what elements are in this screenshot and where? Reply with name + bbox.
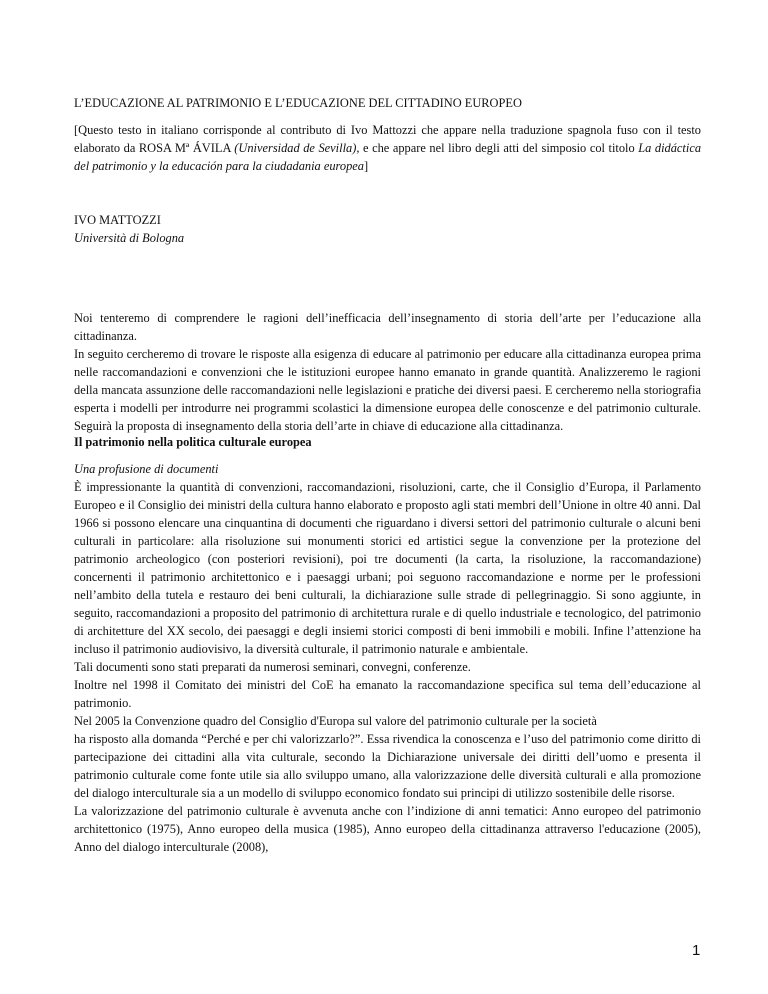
intro-book-title: La didáctica del patrimonio y la educación para la ciudadania europea xyxy=(74,141,702,173)
intro-text-e: ] xyxy=(364,159,369,173)
intro-text-b: (Universidad de Sevilla), xyxy=(234,141,360,155)
document-title: L’EDUCAZIONE AL PATRIMONIO E L’EDUCAZIONE DEL CITTADINO EUROPEO xyxy=(74,96,522,110)
paragraph: Noi tenteremo di comprendere le ragioni dell’inefficacia dell’insegnamento di storia dell’arte per l’educazione alla cittadinanza. xyxy=(74,311,701,343)
body-section-2 xyxy=(74,460,701,856)
author-name: IVO MATTOZZI xyxy=(74,213,161,227)
paragraph: La valorizzazione del patrimonio culturale è avvenuta anche con l’indizione di anni tematici: Anno europeo del patrimonio architettonico (1975), Anno europeo della musica (1985), Anno europeo della cittadinanza attraverso l'educazione (2005), Anno del dialogo interculturale (2008), xyxy=(74,804,701,854)
intro-text-a: [Questo testo in italiano corrisponde al contributo di Ivo Mattozzi che appare nella traduzione spagnola fuso con il testo elaborato da ROSA Mª ÁVILA xyxy=(74,123,701,155)
section-heading: Il patrimonio nella politica culturale europea xyxy=(74,435,312,449)
paragraph: È impressionante la quantità di convenzioni, raccomandazioni, risoluzioni, carte, che il Consiglio d’Europa, il Parlamento Europeo e il Consiglio dei ministri della cultura hanno elaborato e proposto agli stati membri dell’Unione in oltre 40 anni. Dal 1966 si possono elencare una cinquantina di documenti che riguardano i diversi settori del patrimonio culturale o alcuni beni culturali in particolare: alla risoluzione sui monumenti storici ed artistici segue la convenzione per la protezione del patrimonio archeologico (con posteriori revisioni), poi tre documenti (la carta, la risoluzione, la raccomandazione) concernenti il patrimonio architettonico e i paesaggi urbani; poi seguono raccomandazione e norme per le professioni nell’ambito della tutela e restauro dei beni culturali, la dichiarazione sulle strade di pellegrinaggio. Si sono aggiunte, in seguito, raccomandazioni a proposito del patrimonio di architettura rurale e di quello industriale e tecnologico, del patrimonio di architetture del XX secolo, dei paesaggi e degli insiemi storici composti di beni immobili e mobili. Infine l’attenzione ha incluso il patrimonio audiovisivo, la diversità culturale, il patrimonio naturale e ambientale. xyxy=(74,480,701,656)
intro-note xyxy=(74,121,701,175)
body-section-1 xyxy=(74,309,701,435)
paragraph: Inoltre nel 1998 il Comitato dei ministri del CoE ha emanato la raccomandazione specifica sul tema dell’educazione al patrimonio. xyxy=(74,678,701,710)
subheading: Una profusione di documenti xyxy=(74,462,219,476)
intro-text-c: e che appare nel libro degli atti del simposio col titolo xyxy=(359,141,639,155)
page-number: 1 xyxy=(692,942,701,959)
paragraph: In seguito cercheremo di trovare le risposte alla esigenza di educare al patrimonio per educare alla cittadinanza europea prima nelle raccomandazioni e convenzioni che le istituzioni europee hanno emanato in grande quantità. Analizzeremo le ragioni della mancata assunzione delle raccomandazioni nelle legislazioni e pratiche dei diversi paesi. E cercheremo nella storiografia esperta i modelli per introdurre nei programmi scolastici la dimensione europea delle conoscenze e del patrimonio culturale. Seguirà la proposta di insegnamento della storia dell’arte in chiave di educazione alla cittadinanza. xyxy=(74,347,701,433)
paragraph: Tali documenti sono stati preparati da numerosi seminari, convegni, conferenze. xyxy=(74,660,471,674)
author-affiliation: Università di Bologna xyxy=(74,231,185,245)
paragraph: Nel 2005 la Convenzione quadro del Consiglio d'Europa sul valore del patrimonio culturale per la società xyxy=(74,714,597,728)
paragraph: ha risposto alla domanda “Perché e per chi valorizzarlo?”. Essa rivendica la conoscenza e l’uso del patrimonio come diritto di partecipazione dei cittadini alla vita culturale, secondo la Dichiarazione universale dei diritti dell’uomo e presenta il patrimonio culturale come fonte utile sia allo sviluppo umano, alla valorizzazione delle diversità culturali e alla promozione del dialogo interculturale sia a un modello di sviluppo economico fondato sui principi di utilizzo sostenibile delle risorse. xyxy=(74,732,701,800)
